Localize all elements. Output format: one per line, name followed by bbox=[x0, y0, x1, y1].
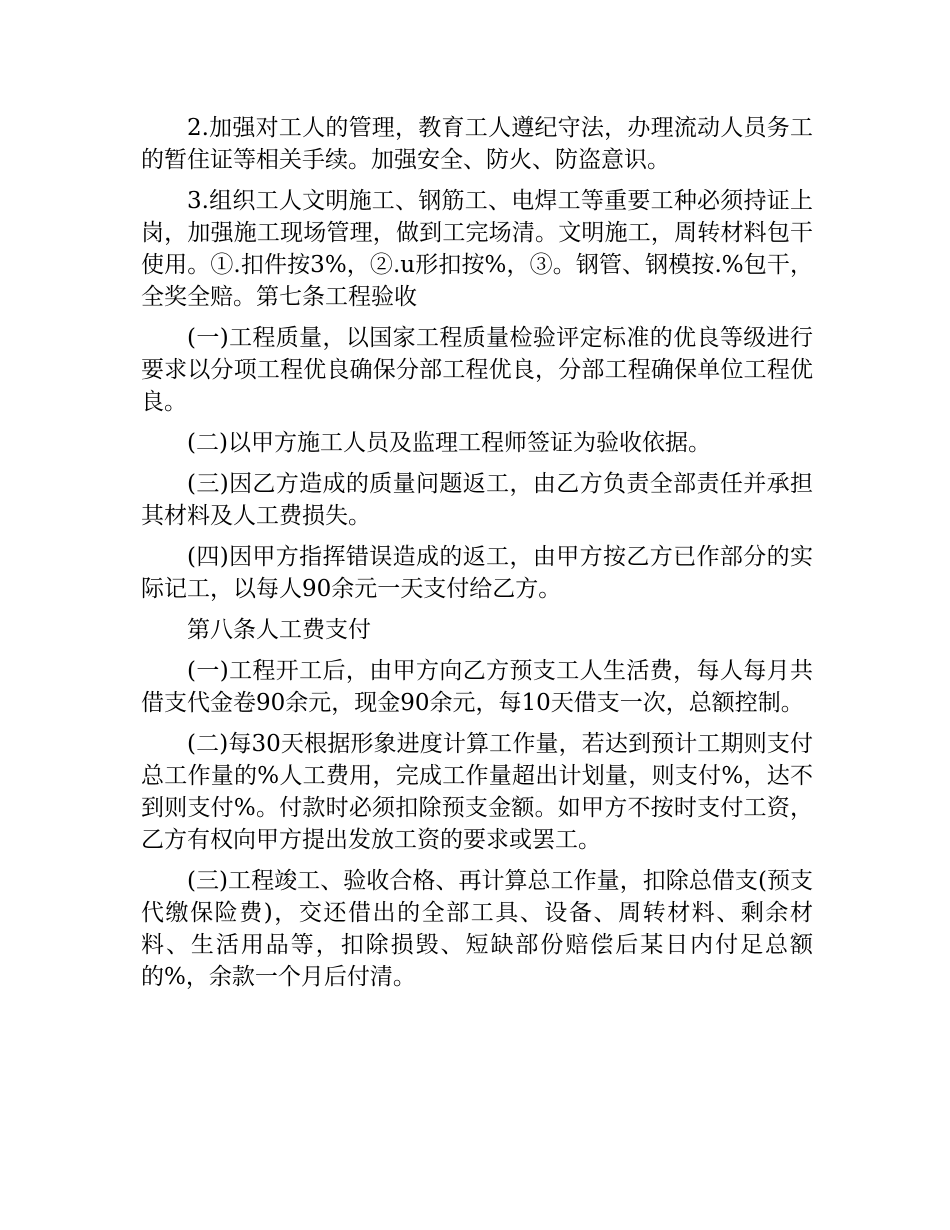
paragraph-quality: (一)工程质量，以国家工程质量检验评定标准的优良等级进行要求以分项工程优良确保分部工程优良，分部工程确保单位工程优良。 bbox=[141, 325, 813, 415]
paragraph-civilized-construction: 3.组织工人文明施工、钢筋工、电焊工等重要工种必须持证上岗，加强施工现场管理，做到工完场清。文明施工，周转材料包干使用。①.扣件按3%，②.u形扣按%，③。钢管、钢模按.%包干，全奖全赔。第七条工程验收 bbox=[141, 188, 813, 310]
section-heading-labor-payment: 第八条人工费支付 bbox=[187, 617, 371, 643]
document-body bbox=[141, 112, 813, 1002]
paragraph-acceptance-basis: (二)以甲方施工人员及监理工程师签证为验收依据。 bbox=[187, 430, 711, 456]
paragraph-rework-party-b: (三)因乙方造成的质量问题返工，由乙方负责全部责任并承担其材料及人工费损失。 bbox=[141, 471, 813, 529]
paragraph-monthly-payment: (二)每30天根据形象进度计算工作量，若达到预计工期则支付总工作量的%人工费用，完成工作量超出计划量，则支付%，达不到则支付%。付款时必须扣除预支金额。如甲方不按时支付工资，乙方有权向甲方提出发放工资的要求或罢工。 bbox=[141, 731, 813, 853]
paragraph-worker-management: 2.加强对工人的管理，教育工人遵纪守法，办理流动人员务工的暂住证等相关手续。加强安全、防火、防盗意识。 bbox=[141, 115, 813, 173]
paragraph-advance-payment: (一)工程开工后，由甲方向乙方预支工人生活费，每人每月共借支代金卷90余元，现金90余元，每10天借支一次，总额控制。 bbox=[141, 658, 813, 716]
paragraph-rework-party-a: (四)因甲方指挥错误造成的返工，由甲方按乙方已作部分的实际记工，以每人90余元一天支付给乙方。 bbox=[141, 544, 813, 602]
paragraph-final-settlement: (三)工程竣工、验收合格、再计算总工作量，扣除总借支(预支代缴保险费)，交还借出的全部工具、设备、周转材料、剩余材料、生活用品等，扣除损毁、短缺部份赔偿后某日内付足总额的%，余款一个月后付清。 bbox=[141, 868, 813, 990]
